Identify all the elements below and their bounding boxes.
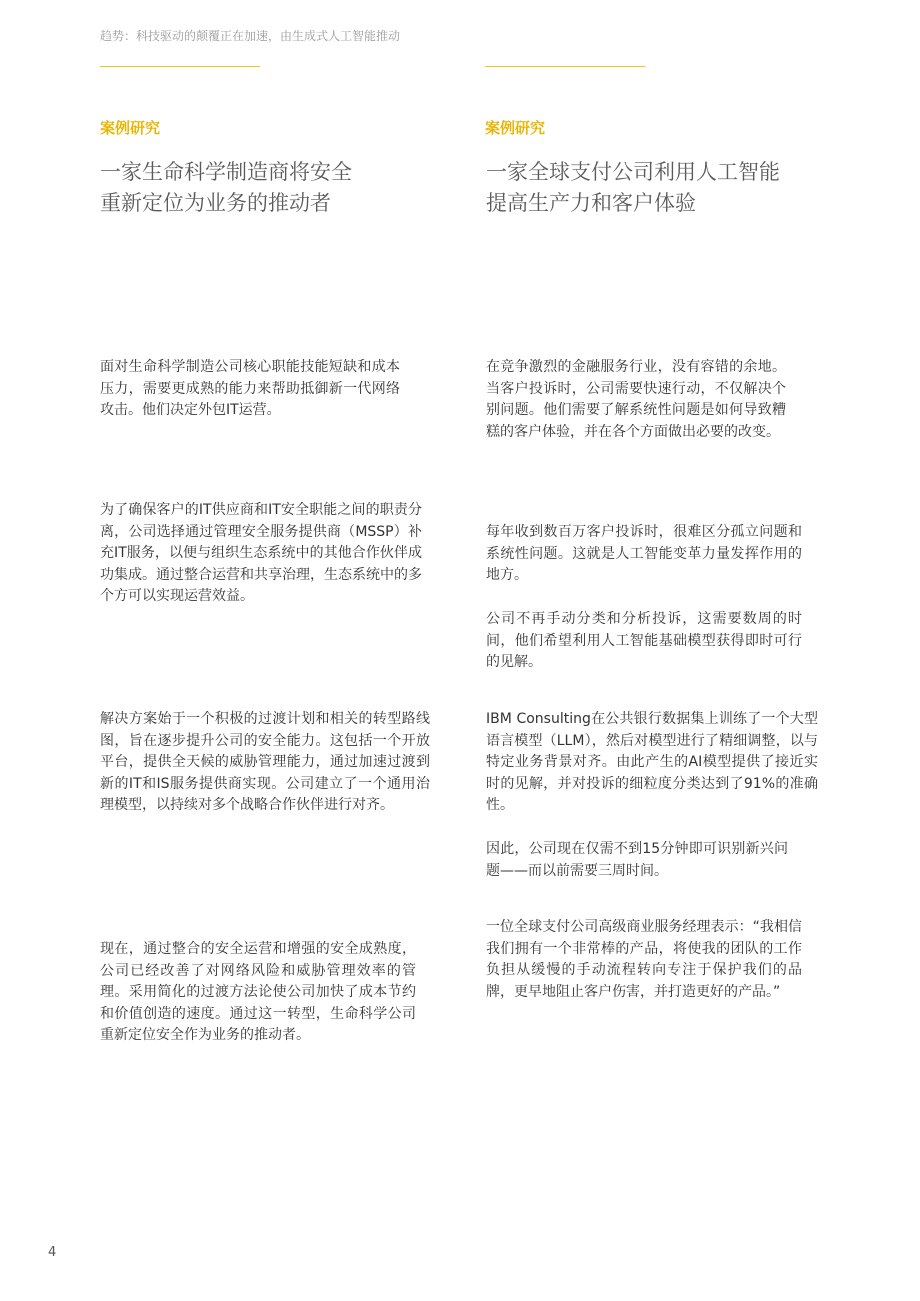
body-paragraph: 为了确保客户的IT供应商和IT安全职能之间的职责分离，公司选择通过管理安全服务提供商（MSSP）补充IT服务，以便与组织生态系统中的其他合作伙伴成功集成。通过整合运营和共享治理，生态系统中的多个方可以实现运营效益。: [100, 502, 422, 605]
body-paragraph: IBM Consulting在公共银行数据集上训练了一个大型语言模型（LLM），然后对模型进行了精细调整，以与特定业务背景对齐。由此产生的AI模型提供了接近实时的见解，并对投诉的细粒度分类达到了91%的准确性。: [486, 711, 818, 814]
case-study-label: 案例研究: [485, 119, 546, 137]
body-paragraph: 现在，通过整合的安全运营和增强的安全成熟度，公司已经改善了对网络风险和威胁管理效率的管理。采用简化的过渡方法论使公司加快了成本节约和价值创造的速度。通过这一转型，生命科学公司重新定位安全作为业务的推动者。: [100, 941, 416, 1044]
body-paragraph: 解决方案始于一个积极的过渡计划和相关的转型路线图，旨在逐步提升公司的安全能力。这包括一个开放平台，提供全天候的威胁管理能力，通过加速过渡到新的IT和IS服务提供商实现。公司建立了一个通用治理模型，以持续对多个战略合作伙伴进行对齐。: [100, 711, 430, 814]
headline-line-2: 提高生产力和客户体验: [486, 191, 696, 215]
case-study-headline: [486, 157, 816, 219]
body-paragraph: 每年收到数百万客户投诉时，很难区分孤立问题和系统性问题。这就是人工智能变革力量发挥作用的地方。: [486, 524, 802, 584]
case-study-label: 案例研究: [100, 119, 161, 137]
headline-line-2: 重新定位为业务的推动者: [100, 191, 331, 215]
body-paragraph: 面对生命科学制造公司核心职能技能短缺和成本压力，需要更成熟的能力来帮助抵御新一代网络攻击。他们决定外包IT运营。: [100, 359, 400, 419]
left-accent-rule: [100, 66, 260, 67]
running-header: 趋势：科技驱动的颠覆正在加速，由生成式人工智能推动: [100, 29, 401, 43]
page-number: 4: [48, 1245, 57, 1260]
body-paragraph: 一位全球支付公司高级商业服务经理表示：“我相信我们拥有一个非常棒的产品，将使我的团队的工作负担从缓慢的手动流程转向专注于保护我们的品牌，更早地阻止客户伤害，并打造更好的产品。”: [486, 919, 802, 1000]
headline-line-1: 一家全球支付公司利用人工智能: [486, 160, 780, 184]
headline-line-1: 一家生命科学制造商将安全: [100, 160, 352, 184]
right-accent-rule: [485, 66, 645, 67]
body-paragraph: 因此，公司现在仅需不到15分钟即可识别新兴问题——而以前需要三周时间。: [486, 841, 788, 879]
body-paragraph: 在竞争激烈的金融服务行业，没有容错的余地。当客户投诉时，公司需要快速行动，不仅解决个别问题。他们需要了解系统性问题是如何导致糟糕的客户体验，并在各个方面做出必要的改变。: [486, 359, 786, 440]
case-study-headline: [100, 157, 430, 219]
body-paragraph: 公司不再手动分类和分析投诉，这需要数周的时间，他们希望利用人工智能基础模型获得即时可行的见解。: [486, 611, 802, 671]
